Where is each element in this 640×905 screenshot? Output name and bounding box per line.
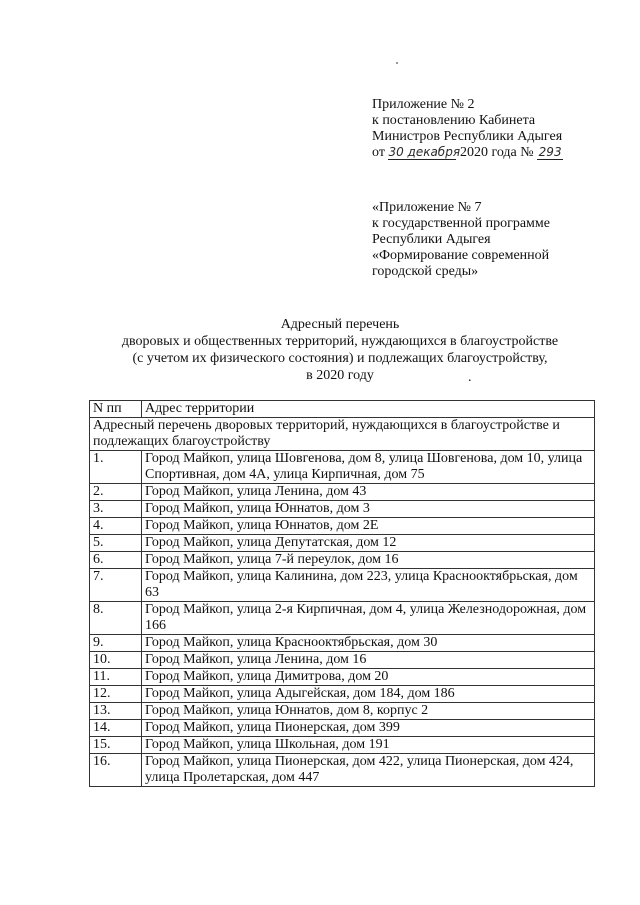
row-num: 7. xyxy=(90,569,142,602)
row-num: 15. xyxy=(90,737,142,754)
handwritten-date: 30 декабря xyxy=(388,145,461,159)
row-num: 10. xyxy=(90,652,142,669)
row-num: 1. xyxy=(90,451,142,484)
document-title xyxy=(60,316,620,384)
appendix-7-line-2 xyxy=(372,216,584,232)
appendix-2-date-line xyxy=(372,145,584,161)
title-line-1: Адресный перечень xyxy=(280,317,400,332)
appendix-7-line-4 xyxy=(372,248,584,264)
table-row xyxy=(90,535,595,552)
appendix-2-line-3 xyxy=(372,129,584,145)
row-address: Город Майкоп, улица Юннатов, дом 2Е xyxy=(142,518,595,535)
appendix-7-title: «Приложение № 7 xyxy=(372,200,482,215)
appendix-2-title: Приложение № 2 xyxy=(372,97,475,112)
table-row xyxy=(90,703,595,720)
date-year: 2020 года № xyxy=(459,145,534,160)
row-num: 4. xyxy=(90,518,142,535)
word: Кабинета xyxy=(478,113,536,128)
row-address: Город Майкоп, улица Адыгейская, дом 184, дом 186 xyxy=(142,686,595,703)
row-address: Город Майкоп, улица Пионерская, дом 399 xyxy=(142,720,595,737)
title-line-2: дворовых и общественных территорий, нуждающихся в благоустройстве xyxy=(121,334,559,349)
word: Адыгея xyxy=(517,129,563,144)
row-num: 2. xyxy=(90,484,142,501)
title-line-3: (с учетом их физического состояния) и подлежащих благоустройству, xyxy=(132,351,548,366)
row-num: 8. xyxy=(90,602,142,635)
row-address: Город Майкоп, улица Краснооктябрьская, дом 30 xyxy=(142,635,595,652)
word: Адыгея xyxy=(445,232,491,247)
row-num: 9. xyxy=(90,635,142,652)
table-row xyxy=(90,635,595,652)
section-row xyxy=(90,418,595,451)
address-table xyxy=(89,400,595,787)
table-row xyxy=(90,737,595,754)
appendix-7-line-3 xyxy=(372,232,584,248)
word: «Формирование xyxy=(372,248,469,263)
row-num: 3. xyxy=(90,501,142,518)
row-address: Город Майкоп, улица Пионерская, дом 422, улица Пионерская, дом 424, улица Пролетарская, дом 447 xyxy=(142,754,595,787)
row-address: Город Майкоп, улица Калинина, дом 223, улица Краснооктябрьская, дом 63 xyxy=(142,569,595,602)
word: постановлению xyxy=(382,113,476,128)
table-row xyxy=(90,552,595,569)
table-row xyxy=(90,754,595,787)
appendix-7-header xyxy=(372,200,584,280)
appendix-7-line-5: городской среды» xyxy=(372,264,479,279)
table-row xyxy=(90,451,595,484)
table-row xyxy=(90,720,595,737)
appendix-2-header xyxy=(372,97,584,161)
word: к xyxy=(372,216,379,231)
table-row xyxy=(90,569,595,602)
row-address: Город Майкоп, улица 2-я Кирпичная, дом 4, улица Железнодорожная, дом 166 xyxy=(142,602,595,635)
row-address: Город Майкоп, улица Юннатов, дом 3 xyxy=(142,501,595,518)
row-address: Город Майкоп, улица Депутатская, дом 12 xyxy=(142,535,595,552)
row-address: Город Майкоп, улица Ленина, дом 43 xyxy=(142,484,595,501)
row-address: Город Майкоп, улица Шовгенова, дом 8, улица Шовгенова, дом 10, улица Спортивная, дом 4А, улица Кирпичная, дом 75 xyxy=(142,451,595,484)
date-prefix: от xyxy=(372,145,385,160)
section-title: Адресный перечень дворовых территорий, нуждающихся в благоустройстве и подлежащих благоустройству xyxy=(90,418,595,451)
table-row xyxy=(90,686,595,703)
row-address: Город Майкоп, улица Школьная, дом 191 xyxy=(142,737,595,754)
row-address: Город Майкоп, улица Юннатов, дом 8, корпус 2 xyxy=(142,703,595,720)
stray-dot: . xyxy=(468,370,472,385)
row-num: 12. xyxy=(90,686,142,703)
table-row xyxy=(90,652,595,669)
row-num: 6. xyxy=(90,552,142,569)
handwritten-number: 293 xyxy=(538,145,562,159)
row-num: 14. xyxy=(90,720,142,737)
row-address: Город Майкоп, улица Димитрова, дом 20 xyxy=(142,669,595,686)
word: Республики xyxy=(372,232,443,247)
word: государственной xyxy=(382,216,483,231)
table-row xyxy=(90,518,595,535)
row-num: 13. xyxy=(90,703,142,720)
header-address: Адрес территории xyxy=(142,401,595,418)
scan-speck xyxy=(396,62,398,64)
table-header-row xyxy=(90,401,595,418)
row-num: 16. xyxy=(90,754,142,787)
word: современной xyxy=(471,248,550,263)
table-row xyxy=(90,501,595,518)
title-line-4: в 2020 году xyxy=(306,368,374,383)
appendix-2-line-2 xyxy=(372,113,584,129)
table-row xyxy=(90,602,595,635)
header-num: N пп xyxy=(90,401,142,418)
word: Республики xyxy=(443,129,514,144)
row-address: Город Майкоп, улица Ленина, дом 16 xyxy=(142,652,595,669)
word: программе xyxy=(485,216,550,231)
table-row xyxy=(90,669,595,686)
table-row xyxy=(90,484,595,501)
row-num: 5. xyxy=(90,535,142,552)
row-num: 11. xyxy=(90,669,142,686)
row-address: Город Майкоп, улица 7-й переулок, дом 16 xyxy=(142,552,595,569)
word: Министров xyxy=(372,129,441,144)
word: к xyxy=(372,113,379,128)
